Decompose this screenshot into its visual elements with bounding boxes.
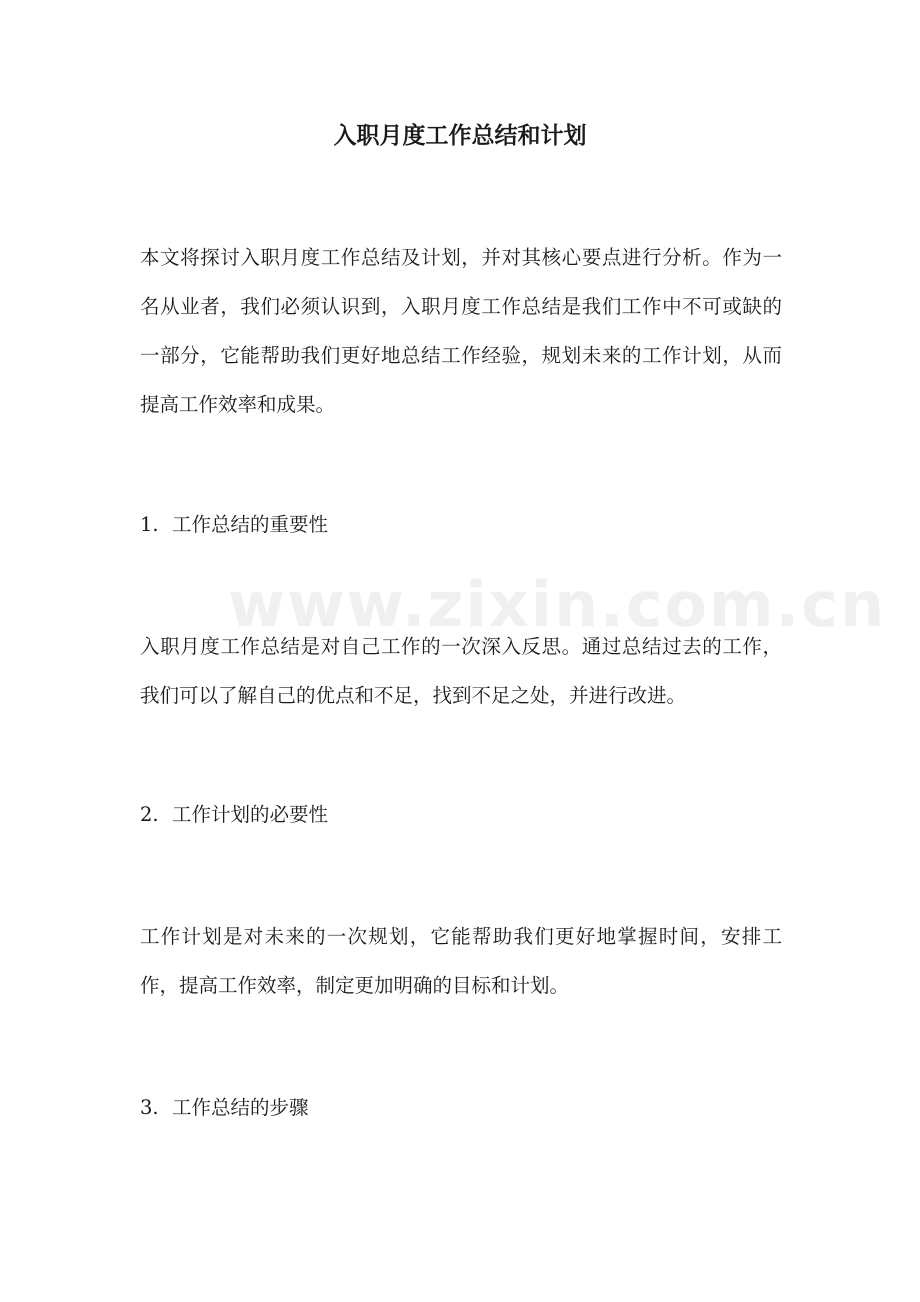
- section-body-1: 入职月度工作总结是对自己工作的一次深入反思。通过总结过去的工作，我们可以了解自己的优点和不足，找到不足之处，并进行改进。: [140, 635, 782, 707]
- section-heading-text: 工作总结的步骤: [172, 1096, 309, 1119]
- section-heading-2: [140, 790, 782, 839]
- section-heading-1: [140, 500, 782, 549]
- document-title: 入职月度工作总结和计划: [333, 122, 587, 149]
- section-heading-text: 工作计划的必要性: [172, 803, 329, 826]
- intro-paragraph: 本文将探讨入职月度工作总结及计划，并对其核心要点进行分析。作为一名从业者，我们必须认识到，入职月度工作总结是我们工作中不可或缺的一部分，它能帮助我们更好地总结工作经验，规划未来的工作计划，从而提高工作效率和成果。: [140, 246, 782, 416]
- section-heading-3: [140, 1083, 782, 1132]
- section-body-2: 工作计划是对未来的一次规划，它能帮助我们更好地掌握时间，安排工作，提高工作效率，制定更加明确的目标和计划。: [140, 925, 782, 997]
- section-number: 1.: [140, 513, 159, 536]
- section-number: 2.: [140, 803, 159, 826]
- section-heading-text: 工作总结的重要性: [172, 513, 329, 536]
- section-number: 3.: [140, 1096, 159, 1119]
- watermark: www.zixin.com.cn: [228, 568, 887, 641]
